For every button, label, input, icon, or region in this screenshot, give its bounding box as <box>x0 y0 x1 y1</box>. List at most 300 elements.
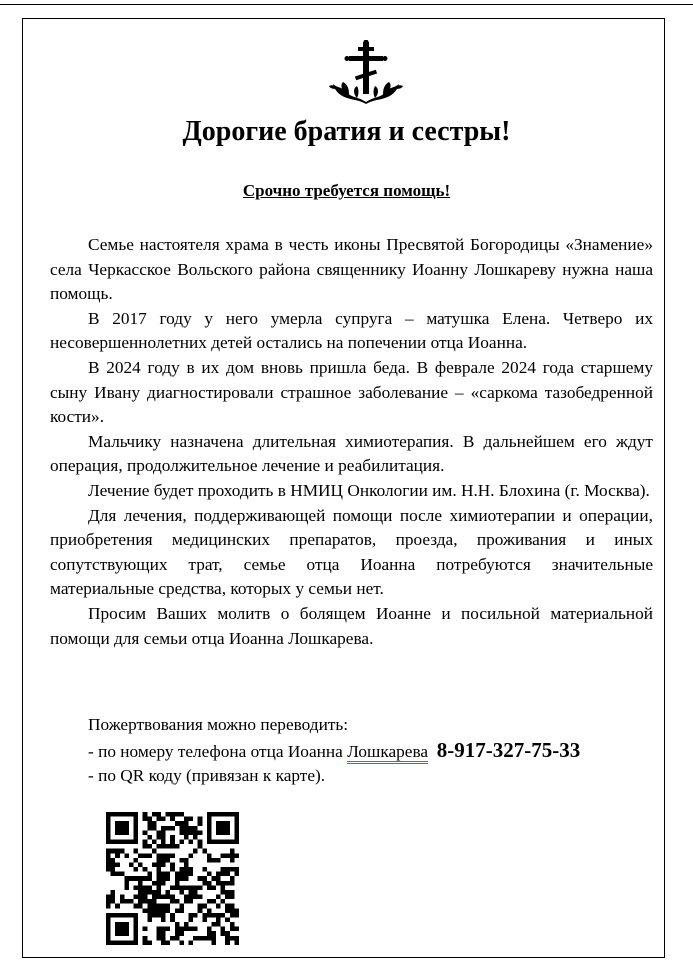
qr-module <box>189 913 194 918</box>
qr-module <box>179 876 184 881</box>
qr-module <box>211 931 216 936</box>
qr-module <box>193 885 198 890</box>
qr-module <box>179 821 184 826</box>
qr-module <box>225 867 230 872</box>
qr-module <box>161 853 166 858</box>
qr-module <box>189 895 194 900</box>
qr-module <box>225 872 230 877</box>
qr-module <box>124 885 129 890</box>
qr-module <box>202 936 207 941</box>
qr-module <box>207 858 212 863</box>
qr-module <box>115 826 120 831</box>
qr-module <box>134 885 139 890</box>
qr-module <box>134 840 139 845</box>
qr-module <box>230 890 235 895</box>
qr-module <box>147 899 152 904</box>
qr-module <box>170 853 175 858</box>
recipient-name: Лошкарева <box>347 742 428 764</box>
qr-module <box>216 840 221 845</box>
qr-module <box>106 895 111 900</box>
qr-module <box>129 840 134 845</box>
qr-module <box>193 913 198 918</box>
qr-module <box>175 872 180 877</box>
qr-module <box>193 890 198 895</box>
paragraph: В 2017 году у него умерла супруга – матушка Елена. Четверо их несовершеннолетних детей остались на попечении отца Иоанна. <box>50 308 653 353</box>
qr-module <box>221 826 226 831</box>
qr-module <box>152 840 157 845</box>
qr-module <box>193 895 198 900</box>
qr-module <box>147 940 152 945</box>
qr-module <box>166 927 171 932</box>
qr-module <box>230 936 235 941</box>
qr-module <box>115 904 120 909</box>
qr-module <box>211 858 216 863</box>
qr-module <box>170 844 175 849</box>
qr-module <box>179 840 184 845</box>
qr-module <box>216 858 221 863</box>
qr-module <box>134 895 139 900</box>
qr-module <box>156 876 161 881</box>
qr-module <box>161 908 166 913</box>
qr-module <box>111 940 116 945</box>
qr-module <box>147 885 152 890</box>
qr-module <box>189 890 194 895</box>
qr-module <box>161 826 166 831</box>
paragraph: Мальчику назначена длительная химиотерапия. В дальнейшем его ждут операция, продолжительное лечение и реабилитация. <box>50 431 653 476</box>
qr-module <box>170 817 175 822</box>
qr-module <box>230 867 235 872</box>
qr-module <box>170 913 175 918</box>
qr-module <box>134 830 139 835</box>
donation-info <box>50 713 653 789</box>
qr-module <box>207 817 212 822</box>
qr-module <box>189 853 194 858</box>
qr-module <box>234 821 239 826</box>
qr-module <box>134 927 139 932</box>
qr-module <box>211 936 216 941</box>
qr-module <box>152 826 157 831</box>
qr-module <box>156 835 161 840</box>
qr-module <box>221 885 226 890</box>
qr-module <box>138 885 143 890</box>
qr-module <box>211 922 216 927</box>
qr-module <box>111 840 116 845</box>
qr-module <box>147 904 152 909</box>
qr-module <box>138 876 143 881</box>
qr-module <box>156 872 161 877</box>
qr-module <box>120 821 125 826</box>
qr-module <box>166 858 171 863</box>
qr-module <box>234 940 239 945</box>
qr-module <box>106 826 111 831</box>
qr-module <box>156 862 161 867</box>
qr-module <box>184 830 189 835</box>
qr-module <box>202 876 207 881</box>
qr-module <box>111 899 116 904</box>
qr-module <box>207 885 212 890</box>
qr-module <box>161 917 166 922</box>
qr-module <box>221 931 226 936</box>
qr-module <box>152 895 157 900</box>
qr-module <box>134 922 139 927</box>
qr-module <box>152 899 157 904</box>
qr-module <box>198 885 203 890</box>
qr-module <box>230 849 235 854</box>
qr-module <box>234 872 239 877</box>
qr-module <box>143 885 148 890</box>
qr-module <box>184 826 189 831</box>
qr-module <box>134 858 139 863</box>
qr-module <box>193 830 198 835</box>
qr-module <box>134 835 139 840</box>
qr-module <box>189 817 194 822</box>
qr-module <box>120 849 125 854</box>
qr-module <box>161 940 166 945</box>
qr-module <box>189 940 194 945</box>
qr-module <box>230 881 235 886</box>
qr-module <box>221 830 226 835</box>
qr-module <box>106 821 111 826</box>
qr-module <box>207 872 212 877</box>
qr-module <box>225 931 230 936</box>
qr-module <box>115 862 120 867</box>
qr-module <box>124 876 129 881</box>
phone-number: 8-917-327-75-33 <box>436 737 581 762</box>
qr-module <box>198 817 203 822</box>
qr-module <box>225 940 230 945</box>
qr-module <box>221 853 226 858</box>
qr-module <box>156 867 161 872</box>
qr-module <box>156 853 161 858</box>
qr-module <box>207 913 212 918</box>
qr-module <box>120 812 125 817</box>
qr-module <box>138 862 143 867</box>
qr-module <box>175 927 180 932</box>
qr-module <box>106 922 111 927</box>
qr-module <box>175 885 180 890</box>
paragraph: Просим Ваших молитв о болящем Иоанне и посильной материальной помощи для семьи отца Иоанна Лошкарева. <box>50 603 653 648</box>
qr-module <box>152 913 157 918</box>
qr-module <box>179 867 184 872</box>
qr-module <box>115 849 120 854</box>
qr-module <box>170 867 175 872</box>
qr-module <box>225 890 230 895</box>
qr-module <box>193 936 198 941</box>
qr-module <box>161 830 166 835</box>
qr-module <box>234 835 239 840</box>
qr-module <box>198 876 203 881</box>
qr-module <box>120 840 125 845</box>
qr-module <box>161 835 166 840</box>
qr-module <box>166 872 171 877</box>
qr-module <box>211 885 216 890</box>
qr-module <box>161 895 166 900</box>
qr-module <box>179 858 184 863</box>
qr-module <box>207 931 212 936</box>
qr-module <box>179 812 184 817</box>
qr-module <box>216 812 221 817</box>
qr-module <box>161 931 166 936</box>
qr-module <box>124 881 129 886</box>
qr-module <box>120 922 125 927</box>
qr-module <box>147 908 152 913</box>
qr-module <box>111 812 116 817</box>
qr-module <box>129 862 134 867</box>
qr-module <box>111 858 116 863</box>
qr-module <box>189 840 194 845</box>
qr-module <box>147 821 152 826</box>
qr-module <box>202 849 207 854</box>
qr-module <box>147 844 152 849</box>
qr-module <box>143 936 148 941</box>
qr-module <box>129 899 134 904</box>
qr-module <box>207 908 212 913</box>
qr-module <box>189 826 194 831</box>
qr-module <box>147 890 152 895</box>
qr-module <box>152 904 157 909</box>
qr-module <box>234 913 239 918</box>
qr-module <box>189 885 194 890</box>
qr-module <box>179 927 184 932</box>
qr-module <box>202 917 207 922</box>
qr-module <box>106 867 111 872</box>
qr-module <box>156 881 161 886</box>
qr-module <box>198 844 203 849</box>
qr-module <box>115 931 120 936</box>
qr-module <box>143 844 148 849</box>
qr-module <box>115 821 120 826</box>
qr-module <box>225 821 230 826</box>
qr-module <box>184 899 189 904</box>
qr-module <box>198 908 203 913</box>
qr-module <box>216 872 221 877</box>
qr-module <box>170 826 175 831</box>
qr-module <box>170 895 175 900</box>
qr-module <box>189 872 194 877</box>
qr-module <box>143 853 148 858</box>
qr-module <box>170 899 175 904</box>
qr-module <box>124 812 129 817</box>
qr-module <box>143 876 148 881</box>
qr-module <box>138 904 143 909</box>
letter-body <box>50 233 653 651</box>
qr-module <box>147 853 152 858</box>
qr-module <box>198 895 203 900</box>
qr-module <box>166 812 171 817</box>
qr-module <box>106 830 111 835</box>
qr-module <box>106 862 111 867</box>
qr-module <box>175 821 180 826</box>
qr-module <box>230 812 235 817</box>
qr-module <box>134 849 139 854</box>
qr-module <box>202 867 207 872</box>
page-title: Дорогие братия и сестры! <box>182 116 511 147</box>
qr-module <box>134 812 139 817</box>
qr-module <box>216 917 221 922</box>
qr-module <box>124 899 129 904</box>
qr-module <box>216 913 221 918</box>
donation-qr-line: - по QR коду (привязан к карте). <box>88 766 326 786</box>
qr-module <box>143 817 148 822</box>
qr-module <box>225 936 230 941</box>
qr-module <box>207 821 212 826</box>
qr-module <box>106 940 111 945</box>
qr-module <box>179 908 184 913</box>
qr-module <box>106 931 111 936</box>
qr-module <box>184 885 189 890</box>
qr-module <box>189 867 194 872</box>
qr-module <box>120 899 125 904</box>
qr-module <box>134 936 139 941</box>
qr-module <box>189 927 194 932</box>
qr-module <box>166 826 171 831</box>
qr-module <box>184 862 189 867</box>
qr-module <box>184 821 189 826</box>
qr-module <box>152 908 157 913</box>
qr-module <box>120 830 125 835</box>
qr-module <box>124 913 129 918</box>
qr-module <box>143 895 148 900</box>
qr-module <box>115 853 120 858</box>
qr-code-icon[interactable] <box>106 812 239 945</box>
qr-module <box>230 853 235 858</box>
qr-module <box>156 885 161 890</box>
qr-module <box>156 931 161 936</box>
qr-module <box>152 862 157 867</box>
qr-module <box>138 881 143 886</box>
qr-module <box>161 876 166 881</box>
qr-module <box>216 876 221 881</box>
qr-module <box>156 895 161 900</box>
qr-module <box>134 917 139 922</box>
qr-module <box>221 867 226 872</box>
qr-module <box>175 899 180 904</box>
qr-module <box>198 830 203 835</box>
qr-module <box>184 922 189 927</box>
qr-module <box>221 890 226 895</box>
qr-module <box>143 890 148 895</box>
qr-module <box>175 876 180 881</box>
qr-module <box>120 895 125 900</box>
qr-module <box>156 890 161 895</box>
qr-module <box>170 885 175 890</box>
qr-module <box>152 812 157 817</box>
qr-module <box>207 826 212 831</box>
qr-module <box>211 940 216 945</box>
qr-module <box>234 936 239 941</box>
qr-module <box>230 908 235 913</box>
qr-module <box>161 904 166 909</box>
qr-module <box>179 826 184 831</box>
qr-module <box>156 927 161 932</box>
qr-module <box>211 876 216 881</box>
qr-module <box>216 881 221 886</box>
qr-module <box>147 835 152 840</box>
qr-module <box>221 881 226 886</box>
qr-module <box>234 853 239 858</box>
qr-module <box>147 826 152 831</box>
qr-module <box>175 936 180 941</box>
qr-module <box>211 899 216 904</box>
qr-module <box>211 840 216 845</box>
qr-module <box>124 922 129 927</box>
qr-module <box>147 872 152 877</box>
qr-module <box>179 830 184 835</box>
qr-module <box>207 812 212 817</box>
qr-module <box>225 908 230 913</box>
qr-module <box>211 913 216 918</box>
qr-module <box>143 899 148 904</box>
qr-module <box>115 812 120 817</box>
qr-module <box>124 826 129 831</box>
qr-module <box>152 890 157 895</box>
qr-module <box>161 840 166 845</box>
qr-module <box>106 812 111 817</box>
qr-module <box>166 853 171 858</box>
qr-module <box>221 840 226 845</box>
qr-module <box>193 849 198 854</box>
qr-module <box>175 931 180 936</box>
qr-module <box>179 931 184 936</box>
qr-module <box>124 931 129 936</box>
qr-module <box>179 904 184 909</box>
qr-module <box>134 904 139 909</box>
qr-module <box>138 853 143 858</box>
qr-module <box>216 830 221 835</box>
qr-module <box>225 840 230 845</box>
qr-module <box>207 830 212 835</box>
qr-module <box>221 913 226 918</box>
qr-module <box>106 917 111 922</box>
qr-module <box>152 849 157 854</box>
qr-module <box>202 913 207 918</box>
qr-module <box>207 936 212 941</box>
donation-intro: Пожертвования можно переводить: <box>88 715 349 734</box>
qr-module <box>106 849 111 854</box>
qr-module <box>166 895 171 900</box>
qr-module <box>175 881 180 886</box>
qr-module <box>202 904 207 909</box>
qr-module <box>216 826 221 831</box>
qr-module <box>156 858 161 863</box>
donation-phone-line <box>50 738 653 765</box>
qr-module <box>170 936 175 941</box>
qr-module <box>170 840 175 845</box>
qr-module <box>106 835 111 840</box>
qr-module <box>115 913 120 918</box>
paragraph: Лечение будет проходить в НМИЦ Онкологии им. Н.Н. Блохина (г. Москва). <box>88 480 650 500</box>
qr-module <box>161 858 166 863</box>
qr-module <box>147 876 152 881</box>
qr-module <box>161 913 166 918</box>
qr-module <box>234 817 239 822</box>
qr-module <box>115 872 120 877</box>
qr-module <box>230 922 235 927</box>
qr-module <box>211 812 216 817</box>
qr-module <box>198 840 203 845</box>
qr-module <box>234 908 239 913</box>
qr-module <box>207 840 212 845</box>
qr-module <box>120 872 125 877</box>
qr-module <box>189 917 194 922</box>
qr-module <box>221 821 226 826</box>
qr-module <box>189 830 194 835</box>
qr-module <box>156 830 161 835</box>
qr-module <box>134 931 139 936</box>
qr-module <box>147 817 152 822</box>
qr-module <box>106 913 111 918</box>
qr-module <box>106 899 111 904</box>
